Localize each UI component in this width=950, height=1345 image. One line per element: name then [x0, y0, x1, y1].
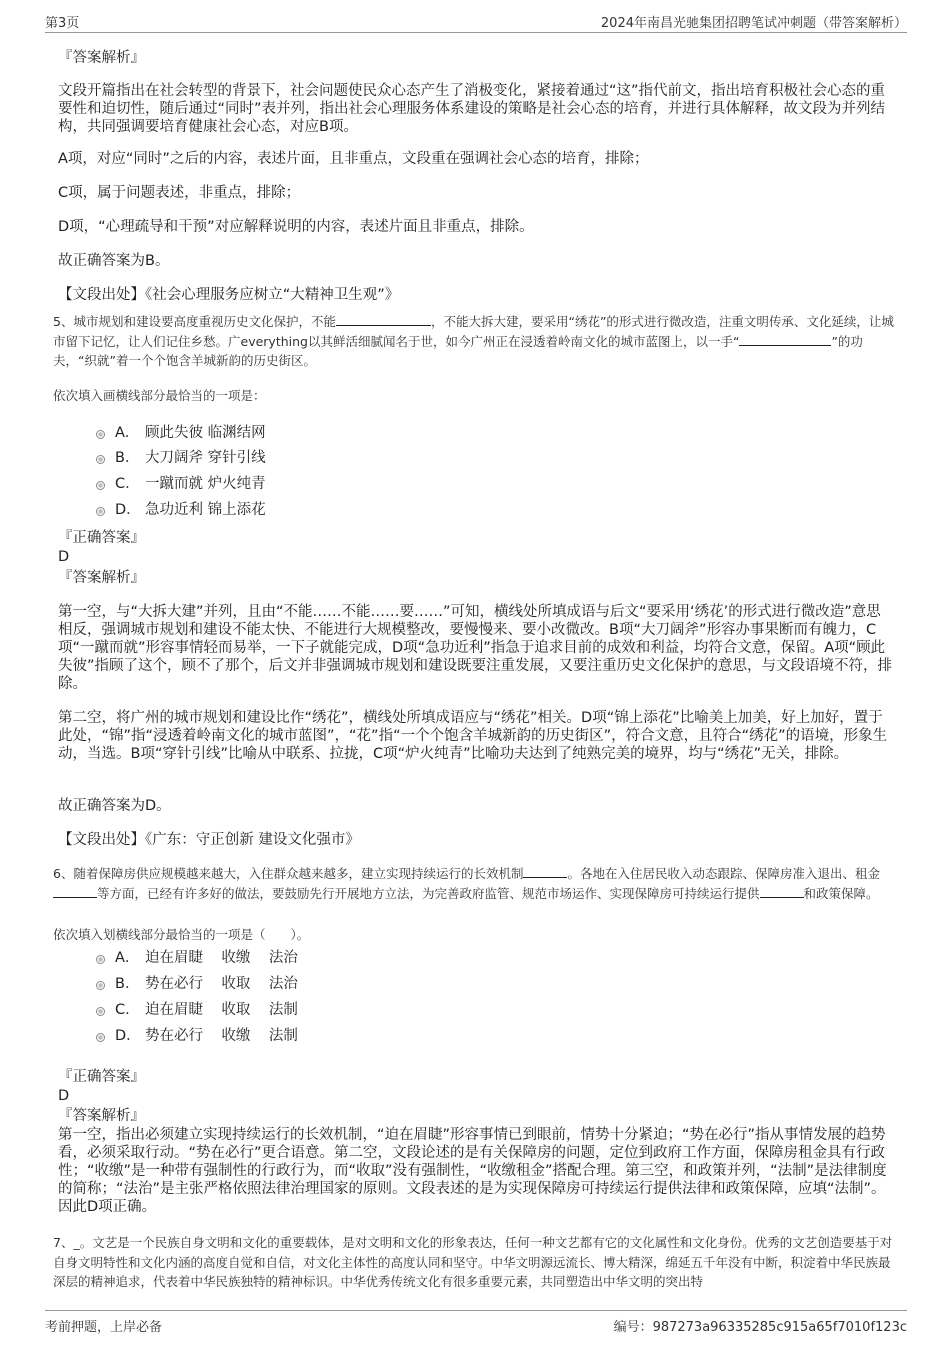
option-letter: B． [115, 976, 140, 992]
option-text: 一蹴而就 炉火纯青 [145, 476, 266, 492]
q6-answer: D [58, 1088, 70, 1104]
q5-option-b[interactable] [96, 449, 266, 467]
q6-option-c[interactable] [96, 1001, 298, 1019]
q6-blank-2 [53, 897, 97, 898]
radio-icon[interactable] [96, 507, 105, 516]
radio-icon[interactable] [96, 430, 105, 439]
q4-analysis-p3: C项，属于问题表述，非重点，排除； [58, 185, 301, 201]
footer-slogan: 考前押题，上岸必备 [45, 1320, 163, 1335]
option-text: 迫在眉睫 收取 法制 [145, 1002, 298, 1018]
q5-stem-part-c: ”的功夫，“织就”着一个个饱含羊城新韵的历史街区。 [53, 333, 863, 368]
option-text: 势在必行 收取 法治 [145, 976, 298, 992]
q4-analysis-label: 『答案解析』 [58, 50, 145, 66]
q5-option-a[interactable] [96, 424, 266, 442]
q6-option-d[interactable] [96, 1027, 298, 1045]
q4-source: 【文段出处】《社会心理服务应树立“大精神卫生观”》 [58, 287, 400, 303]
header-divider [45, 32, 907, 33]
q6-analysis-label: 『答案解析』 [58, 1108, 145, 1124]
option-text: 急功近利 锦上添花 [145, 502, 266, 518]
q5-blank-1 [336, 325, 431, 326]
q6-blank-3 [760, 897, 804, 898]
document-title: 2024年南昌光驰集团招聘笔试冲刺题（带答案解析） [600, 16, 907, 31]
q6-analysis-p1: 第一空，指出必须建立实现持续运行的长效机制，“迫在眉睫”形容事情已到眼前，情势十分紧迫；“势在必行”指从事情发展的趋势看，必须采取行动。“势在必行”更合语意。第二空，文段论述的是有关保障房的问题，定位到政府工作方面，保障房租金具有行政性；“收缴”是一种带有强制性的行政行为，而“收取”没有强制性，“收缴租金”搭配合理。第三空，和政策并列，“法制”是法律制度的简称；“法治”是主张严格依照法律治理国家的原则。文段表述的是为实现保障房可持续运行提供法律和政策保障，应填“法制”。因此D项正确。 [58, 1127, 887, 1215]
q5-conclusion: 故正确答案为D。 [58, 798, 171, 814]
radio-icon[interactable] [96, 455, 105, 464]
q7-stem: 7、_。文艺是一个民族自身文明和文化的重要载体，是对文明和文化的形象表达，任何一种文艺都有它的文化属性和文化身份。优秀的文艺创造要基于对自身文明特性和文化内涵的高度自觉和自信，对文化主体性的高度认同和坚守。中华文明源远流长、博大精深，绵延五千年没有中断，积淀着中华民族最深层的精神追求，代表着中华民族独特的精神标识。中华优秀传统文化有很多重要元素，共同塑造出中华文明的突出特 [53, 1235, 893, 1289]
q6-stem [53, 864, 898, 903]
q5-stem-part-b: ，不能大拆大建，要采用“绣花”的形式进行微改造，注重文明传承、文化延续，让城市留下记忆，让人们记住乡愁。广everything以其鲜活细腻闻名于世，如今广州正在浸透着岭南文化的城市蓝图上，以一手“ [53, 314, 894, 349]
radio-icon[interactable] [96, 1007, 105, 1016]
option-letter: D． [115, 1028, 141, 1044]
option-text: 顾此失彼 临渊结网 [145, 425, 266, 441]
q6-stem-part-a: 6、随着保障房供应规模越来越大，入住群众越来越多，建立实现持续运行的长效机制 [53, 866, 524, 881]
q4-analysis-p1: 文段开篇指出在社会转型的背景下，社会问题使民众心态产生了消极变化，紧接着通过“这”指代前文，指出培育积极社会心态的重要性和迫切性，随后通过“同时”表并列，指出社会心理服务体系建设的策略是社会心态的培育，并进行具体解释，故文段为并列结构，共同强调要培育健康社会心态，对应B项。 [58, 83, 886, 135]
option-letter: C． [115, 476, 140, 492]
q6-stem-part-d: 和政策保障。 [803, 885, 879, 901]
q6-answer-label: 『正确答案』 [58, 1069, 145, 1085]
q5-analysis-label: 『答案解析』 [58, 570, 145, 586]
q5-prompt: 依次填入画横线部分最恰当的一项是： [53, 388, 266, 403]
q5-answer-label: 『正确答案』 [58, 530, 145, 546]
q6-prompt: 依次填入划横线部分最恰当的一项是（ ）。 [53, 927, 310, 942]
q6-stem-part-b: 。各地在入住居民收入动态跟踪、保障房准入退出、租金 [567, 866, 880, 881]
q4-conclusion: 故正确答案为B。 [58, 253, 170, 269]
option-letter: D． [115, 502, 141, 518]
option-letter: B． [115, 450, 140, 466]
q4-analysis-p2: A项，对应“同时”之后的内容，表述片面，且非重点，文段重在强调社会心态的培育，排除； [58, 151, 649, 167]
option-letter: A． [115, 950, 140, 966]
radio-icon[interactable] [96, 481, 105, 490]
q5-answer: D [58, 549, 70, 565]
footer-divider [45, 1310, 907, 1311]
option-letter: A． [115, 425, 140, 441]
option-text: 大刀阔斧 穿针引线 [145, 450, 266, 466]
q4-analysis-p4: D项，“心理疏导和干预”对应解释说明的内容，表述片面且非重点，排除。 [58, 219, 534, 235]
q5-option-d[interactable] [96, 501, 266, 519]
q5-blank-2 [739, 345, 831, 346]
q6-stem-part-c: 等方面，已经有许多好的做法，要鼓励先行开展地方立法，为完善政府监管、规范市场运作、实现保障房可持续运行提供 [97, 885, 760, 901]
q5-analysis-p2: 第二空，将广州的城市规划和建设比作“绣花”，横线处所填成语应与“绣花”相关。D项“锦上添花”比喻美上加美，好上加好，置于此处，“锦”指“浸透着岭南文化的城市蓝图”，“花”指“一个个饱含羊城新韵的历史街区”，符合文意，且符合“绣花”的语境，形象生动，当选。B项“穿针引线”比喻从中联系、拉拢，C项“炉火纯青”比喻功夫达到了纯熟完美的境界，均与“绣花”无关，排除。 [58, 710, 888, 762]
q6-option-a[interactable] [96, 949, 298, 967]
document-id: 编号：987273a96335285c915a65f7010f123c [613, 1320, 907, 1335]
q5-stem-part-a: 5、城市规划和建设要高度重视历史文化保护，不能 [53, 314, 336, 329]
page-header [0, 0, 950, 34]
q5-option-c[interactable] [96, 475, 266, 493]
option-letter: C． [115, 1002, 140, 1018]
q6-blank-1 [523, 877, 567, 878]
q5-source: 【文段出处】《广东：守正创新 建设文化强市》 [58, 832, 360, 848]
page-number: 第3页 [45, 16, 80, 31]
radio-icon[interactable] [96, 955, 105, 964]
q5-stem [53, 312, 898, 371]
q5-analysis-p1: 第一空，与“大拆大建”并列，且由“不能……不能……要……”可知，横线处所填成语与后文“要采用‘绣花’的形式进行微改造”意思相反，强调城市规划和建设不能太快、不能进行大规模整改，要慢慢来、要小改微改。B项“大刀阔斧”形容办事果断而有魄力，C项“一蹴而就”形容事情轻而易举，一下子就能完成，D项“急功近利”指急于追求目前的成效和利益，均符合文意，保留。A项“顾此失彼”指顾了这个，顾不了那个，后文并非强调城市规划和建设既要注重发展，又要注重历史文化保护的意思，与文段语境不符，排除。 [58, 604, 893, 692]
page-footer [0, 1306, 950, 1345]
q6-option-b[interactable] [96, 975, 298, 993]
option-text: 迫在眉睫 收缴 法治 [145, 950, 298, 966]
radio-icon[interactable] [96, 981, 105, 990]
radio-icon[interactable] [96, 1033, 105, 1042]
option-text: 势在必行 收缴 法制 [145, 1028, 298, 1044]
